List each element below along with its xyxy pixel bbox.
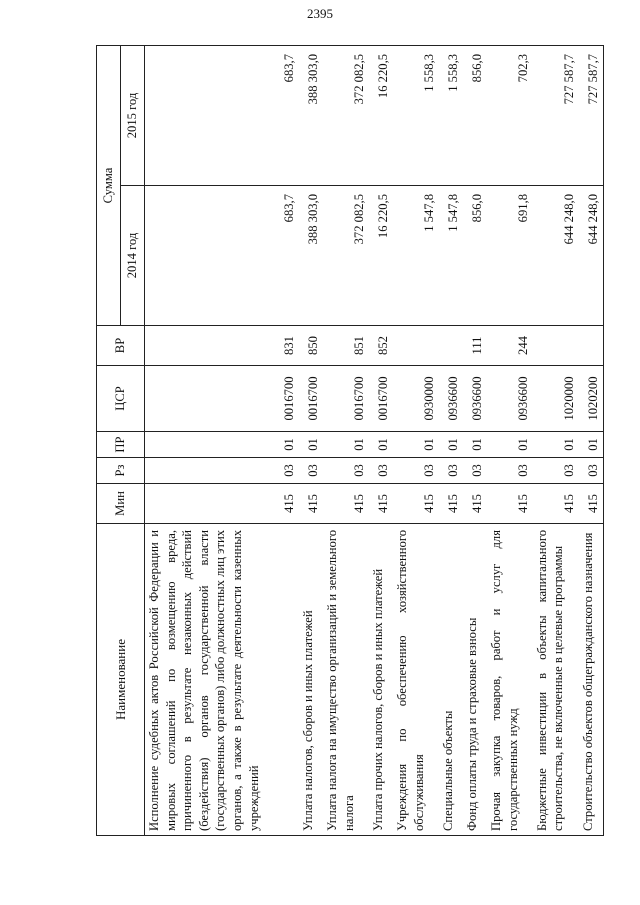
header-year-2014: 2014 год <box>121 186 145 326</box>
row-name: Специальные объекты <box>439 524 463 836</box>
row-vr: 111 <box>463 326 487 366</box>
row-csr: 0930000 <box>393 366 439 432</box>
row-csr: 0016700 <box>299 366 323 432</box>
row-vr <box>393 326 439 366</box>
row-pr: 01 <box>369 432 393 458</box>
table-row <box>439 45 463 835</box>
row-name: Учреждения по обеспечению хозяйственного обслуживания <box>393 524 439 836</box>
row-name: Исполнение судебных актов Российской Федерации и мировых соглашений по возмещению вреда, причиненного в результате незаконных действий (бездействия) органов государственной власти (государственных органов) либо должностных лиц этих органов, а также в результате деятельности казенных учреждений <box>145 524 299 836</box>
row-rz: 03 <box>369 458 393 484</box>
row-csr: 1020200 <box>579 366 604 432</box>
row-csr: 0016700 <box>323 366 369 432</box>
row-value-2014: 691,8 <box>487 186 533 326</box>
row-rz: 03 <box>533 458 579 484</box>
row-name: Строительство объектов общегражданского назначения <box>579 524 604 836</box>
header-year-2015: 2015 год <box>121 45 145 185</box>
row-value-2014: 1 547,8 <box>393 186 439 326</box>
row-vr: 244 <box>487 326 533 366</box>
row-value-2014: 644 248,0 <box>579 186 604 326</box>
row-value-2015: 16 220,5 <box>369 45 393 185</box>
page-number: 2395 <box>307 6 333 21</box>
rotated-table-container <box>96 46 604 836</box>
row-min: 415 <box>145 484 299 524</box>
row-vr <box>439 326 463 366</box>
row-pr: 01 <box>579 432 604 458</box>
row-pr: 01 <box>463 432 487 458</box>
row-value-2014: 388 303,0 <box>299 186 323 326</box>
row-rz: 03 <box>439 458 463 484</box>
row-value-2015: 683,7 <box>145 45 299 185</box>
row-vr: 831 <box>145 326 299 366</box>
header-min: Мин <box>97 484 145 524</box>
row-min: 415 <box>439 484 463 524</box>
row-pr: 01 <box>323 432 369 458</box>
table-row <box>533 45 579 835</box>
header-csr: ЦСР <box>97 366 145 432</box>
row-min: 415 <box>463 484 487 524</box>
row-name: Уплата налога на имущество организаций и земельного налога <box>323 524 369 836</box>
row-rz: 03 <box>299 458 323 484</box>
row-csr: 0936600 <box>439 366 463 432</box>
row-value-2014: 16 220,5 <box>369 186 393 326</box>
row-min: 415 <box>533 484 579 524</box>
row-value-2015: 388 303,0 <box>299 45 323 185</box>
row-name: Фонд оплаты труда и страховые взносы <box>463 524 487 836</box>
row-rz: 03 <box>145 458 299 484</box>
budget-table <box>96 45 604 836</box>
row-rz: 03 <box>393 458 439 484</box>
row-vr <box>579 326 604 366</box>
table-row <box>369 45 393 835</box>
row-name: Бюджетные инвестиции в объекты капитального строительства, не включенные в целевые программы <box>533 524 579 836</box>
row-value-2014: 644 248,0 <box>533 186 579 326</box>
header-sum: Сумма <box>97 45 121 325</box>
row-value-2015: 727 587,7 <box>579 45 604 185</box>
row-csr: 0016700 <box>145 366 299 432</box>
row-value-2014: 1 547,8 <box>439 186 463 326</box>
row-csr: 1020000 <box>533 366 579 432</box>
table-row <box>487 45 533 835</box>
row-name: Прочая закупка товаров, работ и услуг для государственных нужд <box>487 524 533 836</box>
row-pr: 01 <box>439 432 463 458</box>
row-csr: 0016700 <box>369 366 393 432</box>
row-value-2015: 372 082,5 <box>323 45 369 185</box>
header-pr: ПР <box>97 432 145 458</box>
table-header <box>97 45 145 835</box>
table-row <box>463 45 487 835</box>
row-vr: 852 <box>369 326 393 366</box>
row-min: 415 <box>579 484 604 524</box>
row-min: 415 <box>393 484 439 524</box>
header-rz: Рз <box>97 458 145 484</box>
row-value-2015: 1 558,3 <box>393 45 439 185</box>
row-rz: 03 <box>323 458 369 484</box>
table-body <box>145 45 604 835</box>
row-pr: 01 <box>299 432 323 458</box>
header-vr: ВР <box>97 326 145 366</box>
row-pr: 01 <box>487 432 533 458</box>
row-name: Уплата прочих налогов, сборов и иных платежей <box>369 524 393 836</box>
row-min: 415 <box>487 484 533 524</box>
row-min: 415 <box>369 484 393 524</box>
table-row <box>393 45 439 835</box>
row-rz: 03 <box>487 458 533 484</box>
row-csr: 0936600 <box>463 366 487 432</box>
row-rz: 03 <box>463 458 487 484</box>
row-vr: 850 <box>299 326 323 366</box>
row-csr: 0936600 <box>487 366 533 432</box>
row-value-2014: 372 082,5 <box>323 186 369 326</box>
row-value-2015: 702,3 <box>487 45 533 185</box>
row-min: 415 <box>299 484 323 524</box>
row-value-2014: 683,7 <box>145 186 299 326</box>
row-vr <box>533 326 579 366</box>
table-row <box>299 45 323 835</box>
row-value-2015: 856,0 <box>463 45 487 185</box>
row-value-2015: 727 587,7 <box>533 45 579 185</box>
row-value-2014: 856,0 <box>463 186 487 326</box>
row-pr: 01 <box>393 432 439 458</box>
table-row <box>579 45 604 835</box>
row-pr: 01 <box>533 432 579 458</box>
row-value-2015: 1 558,3 <box>439 45 463 185</box>
row-min: 415 <box>323 484 369 524</box>
header-name: Наименование <box>97 524 145 836</box>
table-row <box>323 45 369 835</box>
row-pr: 01 <box>145 432 299 458</box>
row-rz: 03 <box>579 458 604 484</box>
row-name: Уплата налогов, сборов и иных платежей <box>299 524 323 836</box>
row-vr: 851 <box>323 326 369 366</box>
table-row <box>145 45 299 835</box>
